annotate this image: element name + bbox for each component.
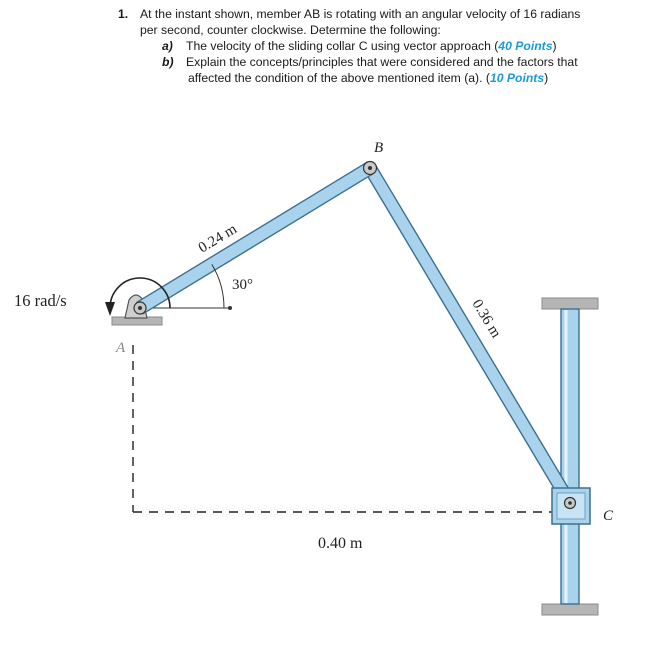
statement-line-2: per second, counter clockwise. Determine the following:: [140, 23, 441, 37]
item-a-points: 40 Points: [498, 39, 553, 53]
pin-c-center: [568, 501, 572, 505]
statement-line-1: At the instant shown, member AB is rotating with an angular velocity of 16 radians: [140, 7, 581, 21]
point-b-label: B: [374, 140, 384, 156]
bottom-support: [542, 604, 598, 615]
item-a-text: The velocity of the sliding collar C using vector approach (: [186, 39, 499, 53]
link-ab: [137, 162, 373, 313]
top-support: [542, 298, 598, 309]
point-c-label: C: [603, 508, 614, 524]
item-b-cont: affected the condition of the above mentioned item (a). (: [188, 71, 490, 85]
reference-end-dot: [228, 306, 232, 310]
item-b-close: ): [544, 71, 549, 85]
item-a-close: ): [552, 39, 557, 53]
horizontal-distance-label: 0.40 m: [318, 535, 363, 552]
angular-velocity-arrowhead-icon: [105, 302, 115, 316]
link-bc: [365, 165, 576, 506]
problem-number: 1.: [118, 7, 129, 21]
ab-length-label: 0.24 m: [195, 221, 240, 257]
pin-b-center: [368, 166, 372, 170]
angular-velocity-label: 16 rad/s: [14, 291, 67, 310]
pin-a-center: [138, 306, 142, 310]
item-b-points: 10 Points: [489, 71, 545, 85]
angle-label: 30°: [232, 277, 253, 293]
item-a-label: a): [162, 39, 173, 53]
bc-length-label: 0.36 m: [468, 296, 504, 341]
point-a-label: A: [116, 340, 126, 356]
guide-rod: [561, 309, 579, 604]
item-b-label: b): [162, 55, 174, 69]
item-b-text: Explain the concepts/principles that were considered and the factors that: [186, 55, 578, 69]
